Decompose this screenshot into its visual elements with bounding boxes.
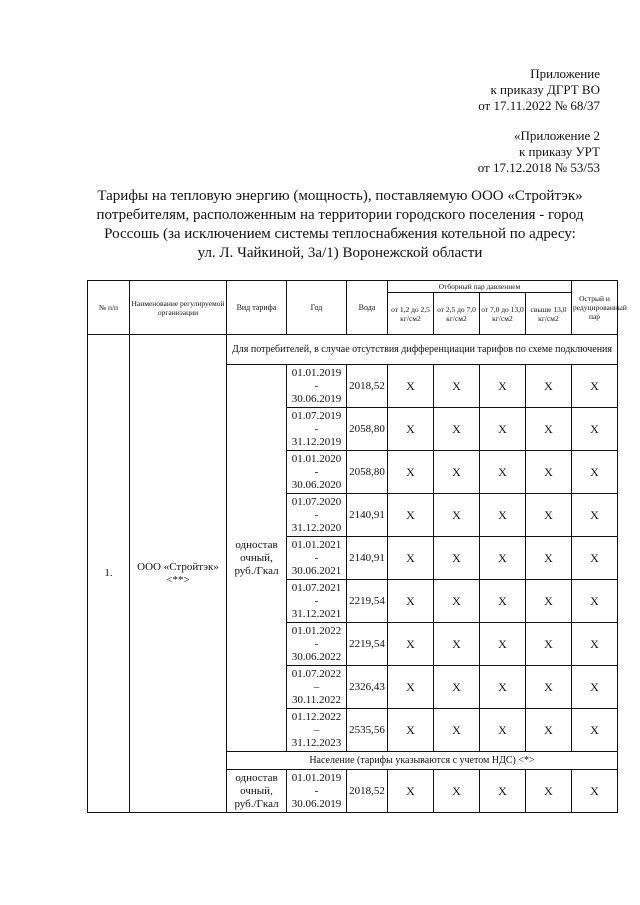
x-cell: X <box>526 365 572 408</box>
period-dash: - <box>314 379 319 392</box>
document-title <box>80 187 600 263</box>
title-line: Тарифы на тепловую энергию (мощность), поставляемую ООО «Стройтэк» <box>97 188 583 204</box>
water-tariff-cell: 2535,56 <box>347 709 388 752</box>
x-cell: X <box>480 580 526 623</box>
period-cell <box>287 537 347 580</box>
tariffs-table <box>87 280 627 813</box>
water-tariff-cell: 2219,54 <box>347 623 388 666</box>
water-tariff-cell: 2140,91 <box>347 537 388 580</box>
header-steam1: от 1,2 до 2,5 кг/см2 <box>388 293 434 335</box>
period-to: 31.12.2020 <box>291 521 342 534</box>
x-cell: X <box>434 365 480 408</box>
title-line: Россошь (за исключением системы теплоснабжения котельной по адресу: <box>104 226 576 242</box>
period-from: 01.12.2022 <box>291 710 342 723</box>
x-cell: X <box>434 494 480 537</box>
period-dash: - <box>314 594 319 607</box>
x-cell: X <box>480 666 526 709</box>
period-from: 01.01.2022 <box>291 624 342 637</box>
x-cell: X <box>388 709 434 752</box>
x-cell: X <box>434 770 480 813</box>
section-title-population: Население (тарифы указываются с учетом НДС) <*> <box>227 752 618 770</box>
section-row <box>88 335 618 365</box>
period-dash: – <box>313 723 320 736</box>
x-cell: X <box>480 365 526 408</box>
header-sharp-steam: Острый и редуцированный пар <box>572 281 618 335</box>
period-from: 01.07.2020 <box>291 495 342 508</box>
title-line: ул. Л. Чайкиной, 3а/1) Воронежской области <box>197 245 483 261</box>
period-to: 30.06.2019 <box>291 797 342 810</box>
appendix2-line: к приказу УРТ <box>518 144 600 159</box>
period-dash: - <box>314 784 319 797</box>
period-cell <box>287 408 347 451</box>
period-from: 01.07.2022 <box>291 667 342 680</box>
appendix-header <box>478 66 600 114</box>
x-cell: X <box>526 408 572 451</box>
x-cell: X <box>388 365 434 408</box>
period-to: 30.06.2022 <box>291 650 342 663</box>
appendix2-header <box>478 128 600 176</box>
x-cell: X <box>572 451 618 494</box>
water-tariff-cell: 2140,91 <box>347 494 388 537</box>
period-from: 01.01.2019 <box>291 771 342 784</box>
x-cell: X <box>388 494 434 537</box>
period-dash: – <box>313 680 320 693</box>
header-water: Вода <box>347 281 388 335</box>
x-cell: X <box>388 623 434 666</box>
row-number: 1. <box>88 335 130 813</box>
header-steam2: от 2,5 до 7,0 кг/см2 <box>434 293 480 335</box>
organization-name: ООО «Стройтэк» <**> <box>130 335 227 813</box>
x-cell: X <box>572 408 618 451</box>
appendix-line: к приказу ДГРТ ВО <box>490 82 600 97</box>
x-cell: X <box>388 537 434 580</box>
x-cell: X <box>572 365 618 408</box>
water-tariff-cell: 2058,80 <box>347 451 388 494</box>
period-from: 01.07.2019 <box>291 409 342 422</box>
x-cell: X <box>480 537 526 580</box>
header-num: № п/п <box>88 281 130 335</box>
period-to: 30.06.2019 <box>291 392 342 405</box>
x-cell: X <box>526 623 572 666</box>
section-title-consumers: Для потребителей, в случае отсутствия дифференциации тарифов по схеме подключения <box>227 335 618 365</box>
period-dash: - <box>314 508 319 521</box>
header-steam3: от 7,0 до 13,0 кг/см2 <box>480 293 526 335</box>
period-cell <box>287 365 347 408</box>
period-to: 30.06.2021 <box>291 564 342 577</box>
x-cell: X <box>572 623 618 666</box>
x-cell: X <box>434 623 480 666</box>
water-tariff-cell: 2018,52 <box>347 365 388 408</box>
x-cell: X <box>388 770 434 813</box>
period-cell <box>287 580 347 623</box>
x-cell: X <box>480 494 526 537</box>
x-cell: X <box>434 580 480 623</box>
water-tariff-cell: 2018,52 <box>347 770 388 813</box>
x-cell: X <box>526 770 572 813</box>
x-cell: X <box>572 494 618 537</box>
header-steam-group: Отборный пар давлением <box>388 281 572 293</box>
x-cell: X <box>572 537 618 580</box>
period-dash: - <box>314 637 319 650</box>
period-cell <box>287 709 347 752</box>
period-to: 31.12.2021 <box>291 607 342 620</box>
x-cell: X <box>572 709 618 752</box>
period-from: 01.01.2020 <box>291 452 342 465</box>
tariff-type-cell: одностав очный, руб./Гкал <box>227 365 287 752</box>
period-cell <box>287 666 347 709</box>
x-cell: X <box>526 666 572 709</box>
header-type: Вид тарифа <box>227 281 287 335</box>
appendix-line: Приложение <box>530 66 600 81</box>
x-cell: X <box>480 770 526 813</box>
period-cell <box>287 770 347 813</box>
period-dash: - <box>314 551 319 564</box>
tariff-type-cell: одностав очный, руб./Гкал <box>227 770 287 813</box>
x-cell: X <box>388 408 434 451</box>
x-cell: X <box>480 623 526 666</box>
period-cell <box>287 494 347 537</box>
x-cell: X <box>572 580 618 623</box>
title-line: потребителям, расположенным на территории городского поселения - город <box>96 207 584 223</box>
period-cell <box>287 623 347 666</box>
header-org: Наименование регулируемой организации <box>130 281 227 335</box>
period-dash: - <box>314 422 319 435</box>
period-to: 31.12.2019 <box>291 435 342 448</box>
period-cell <box>287 451 347 494</box>
period-from: 01.07.2021 <box>291 581 342 594</box>
x-cell: X <box>434 451 480 494</box>
water-tariff-cell: 2326,43 <box>347 666 388 709</box>
appendix-line: от 17.11.2022 № 68/37 <box>478 98 600 113</box>
period-from: 01.01.2021 <box>291 538 342 551</box>
period-to: 31.12.2023 <box>291 736 342 749</box>
x-cell: X <box>526 494 572 537</box>
x-cell: X <box>434 537 480 580</box>
header-year: Год <box>287 281 347 335</box>
period-from: 01.01.2019 <box>291 366 342 379</box>
x-cell: X <box>572 666 618 709</box>
x-cell: X <box>388 451 434 494</box>
x-cell: X <box>572 770 618 813</box>
x-cell: X <box>480 709 526 752</box>
x-cell: X <box>480 451 526 494</box>
water-tariff-cell: 2219,54 <box>347 580 388 623</box>
x-cell: X <box>526 451 572 494</box>
x-cell: X <box>526 709 572 752</box>
x-cell: X <box>434 666 480 709</box>
period-to: 30.11.2022 <box>291 693 342 706</box>
x-cell: X <box>526 537 572 580</box>
period-to: 30.06.2020 <box>291 478 342 491</box>
x-cell: X <box>388 580 434 623</box>
appendix2-line: «Приложение 2 <box>513 128 600 143</box>
x-cell: X <box>388 666 434 709</box>
x-cell: X <box>480 408 526 451</box>
header-steam4: свыше 13,0 кг/см2 <box>526 293 572 335</box>
appendix2-line: от 17.12.2018 № 53/53 <box>477 160 600 175</box>
water-tariff-cell: 2058,80 <box>347 408 388 451</box>
x-cell: X <box>434 709 480 752</box>
period-dash: - <box>314 465 319 478</box>
x-cell: X <box>434 408 480 451</box>
x-cell: X <box>526 580 572 623</box>
